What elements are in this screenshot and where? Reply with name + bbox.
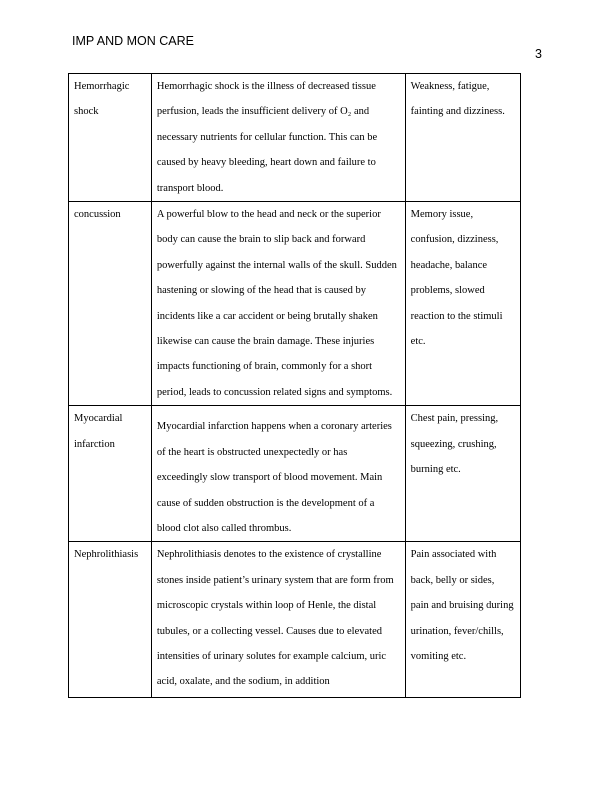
- term-cell: [69, 542, 152, 697]
- term-cell: [69, 202, 152, 406]
- description-cell: [151, 542, 405, 697]
- description-cell: [151, 74, 405, 202]
- term-text: concussion: [74, 209, 121, 221]
- description-text: A powerful blow to the head and neck or the superior body can cause the brain to slip back and forward powerfully against the internal walls of the skull. Sudden hastening or slowing of the head that is caused by incidents like a car accident or being brutally shaken likewise can cause the brain damage. These injuries impacts functioning of brain, commonly for a short period, leads to concussion related signs and symptoms.: [156, 209, 397, 398]
- description-text: Nephrolithiasis denotes to the existence of crystalline stones inside patient’s urinary system that are form from microscopic crystals within loop of Henle, the distal tubules, or a collecting vessel. Causes due to elevated intensities of urinary solutes for example calcium, uric acid, oxalate, and the sodium, in addition: [156, 549, 394, 688]
- term-cell: [69, 406, 152, 542]
- description-text: Myocardial infarction happens when a coronary arteries of the heart is obstructed unexpectedly or has exceedingly slow transport of blood movement. Main cause of sudden obstruction is the development of a blood clot also called thrombus.: [156, 421, 392, 534]
- term-text: Myocardial infarction: [74, 413, 123, 450]
- symptoms-cell: [405, 74, 520, 202]
- symptoms-cell: [405, 202, 520, 406]
- description-cell: [151, 406, 405, 542]
- condition-table: [68, 73, 521, 698]
- term-text: Nephrolithiasis: [74, 549, 139, 561]
- table-row: [69, 406, 521, 542]
- table-row: [69, 542, 521, 697]
- symptoms-cell: [405, 542, 520, 697]
- table-row: [69, 202, 521, 406]
- symptoms-text: Pain associated with back, belly or sides, pain and bruising during urination, fever/chills, vomiting etc.: [410, 549, 514, 662]
- page-number: 3: [535, 47, 542, 61]
- symptoms-cell: [405, 406, 520, 542]
- term-cell: [69, 74, 152, 202]
- table-row: [69, 74, 521, 202]
- symptoms-text: Chest pain, pressing, squeezing, crushing, burning etc.: [410, 413, 499, 476]
- symptoms-text: Weakness, fatigue, fainting and dizziness.: [410, 81, 505, 118]
- term-text: Hemorrhagic shock: [74, 81, 130, 118]
- description-cell: [151, 202, 405, 406]
- symptoms-text: Memory issue, confusion, dizziness, headache, balance problems, slowed reaction to the stimuli etc.: [410, 209, 503, 348]
- description-text: Hemorrhagic shock is the illness of decreased tissue perfusion, leads the insufficient delivery of O₂ and necessary nutrients for cellular function. This can be caused by heavy bleeding, heart down and failure to transport blood.: [156, 81, 378, 194]
- running-head: IMP AND MON CARE: [72, 34, 195, 48]
